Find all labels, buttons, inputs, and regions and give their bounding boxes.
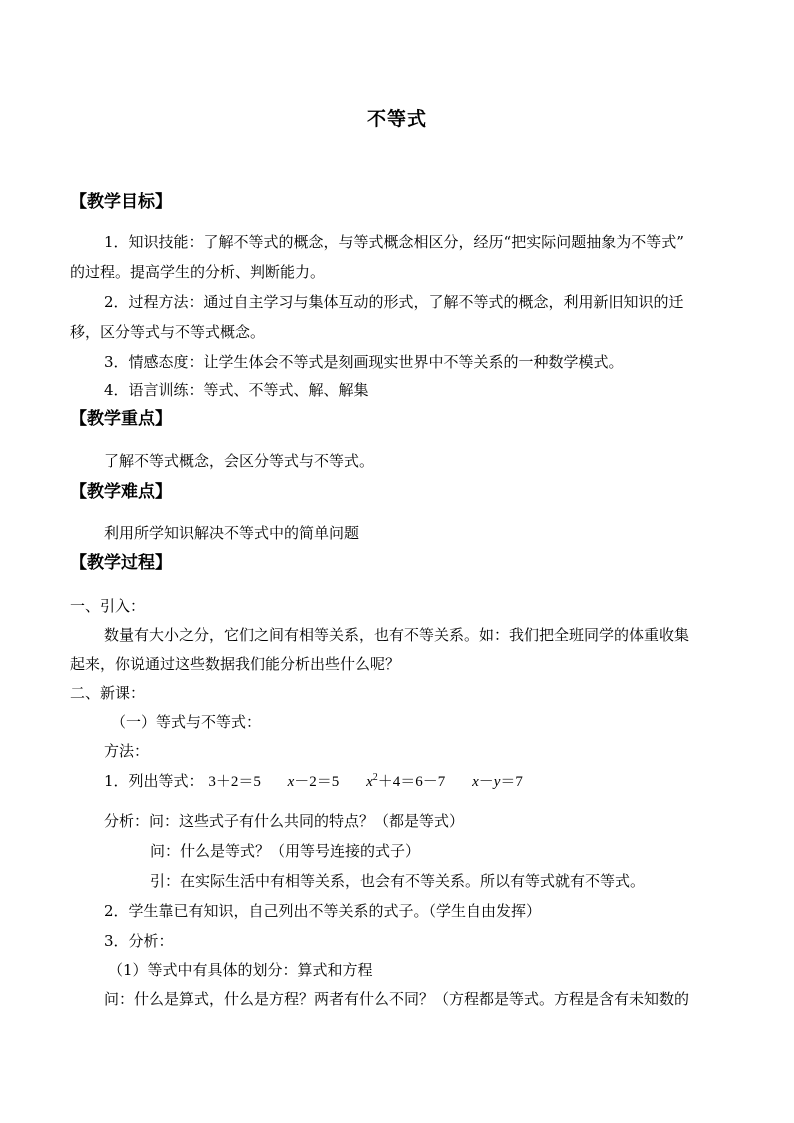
- method-label: 方法：: [104, 742, 150, 760]
- goal-2-line-2: 移，区分等式与不等式概念。: [70, 323, 266, 341]
- goal-4: 4．语言训练：等式、不等式、解、解集: [104, 381, 369, 399]
- equation-4-x: x: [472, 774, 479, 790]
- equation-4-minus: －: [478, 774, 494, 790]
- step-1-label: 1．列出等式：: [104, 772, 204, 790]
- analysis-question-2: 问：什么是等式？（用等号连接的式子）: [150, 842, 421, 860]
- key-points-text: 了解不等式概念，会区分等式与不等式。: [104, 452, 375, 470]
- equation-3-exponent: 2: [372, 772, 378, 783]
- equation-4-y: y: [493, 774, 501, 790]
- equation-2-rest: －2＝5: [294, 774, 340, 790]
- equation-2-variable: x: [287, 774, 295, 790]
- equation-4: [472, 772, 523, 792]
- equation-1: 3＋2＝5: [208, 774, 261, 790]
- new-lesson-label: 二、新课：: [70, 684, 146, 702]
- equation-3-rest: ＋4＝6－7: [377, 774, 446, 790]
- subsection-equality: （一）等式与不等式：: [111, 713, 262, 731]
- equations-line: [104, 771, 545, 792]
- goal-1-line-1: 1．知识技能：了解不等式的概念，与等式概念相区分，经历“把实际问题抽象为不等式”: [104, 233, 684, 251]
- intro-label: 一、引入：: [70, 597, 146, 615]
- step-2: 2．学生靠已有知识，自己列出不等关系的式子。（学生自由发挥）: [104, 902, 542, 920]
- process-heading: 【教学过程】: [70, 553, 172, 573]
- goal-2-line-1: 2．过程方法：通过自主学习与集体互动的形式，了解不等式的概念，利用新旧知识的迁: [104, 293, 684, 311]
- equation-3: [366, 772, 445, 792]
- equation-2: [288, 772, 340, 792]
- goal-1-line-2: 的过程。提高学生的分析、判断能力。: [70, 263, 326, 281]
- analysis-question-1: 分析：问：这些式子有什么共同的特点？（都是等式）: [104, 812, 465, 830]
- intro-line-1: 数量有大小之分，它们之间有相等关系，也有不等关系。如：我们把全班同学的体重收集: [104, 626, 690, 644]
- equation-3-variable: x: [366, 774, 373, 790]
- key-points-heading: 【教学重点】: [70, 409, 172, 429]
- goals-heading: 【教学目标】: [70, 192, 172, 212]
- question-last-line: 问：什么是算式，什么是方程？两者有什么不同？（方程都是等式。方程是含有未知数的: [104, 990, 690, 1008]
- step-3: 3．分析：: [104, 932, 174, 950]
- difficult-points-text: 利用所学知识解决不等式中的简单问题: [104, 524, 360, 542]
- analysis-lead: 引：在实际生活中有相等关系，也会有不等关系。所以有等式就有不等式。: [150, 872, 646, 890]
- goal-3: 3．情感态度：让学生体会不等式是刻画现实世界中不等关系的一种数学模式。: [104, 353, 624, 371]
- difficult-points-heading: 【教学难点】: [70, 482, 172, 502]
- step-3-item-1: （1）等式中有具体的划分：算式和方程: [108, 961, 373, 979]
- equation-4-rest: ＝7: [500, 774, 523, 790]
- page-title: 不等式: [366, 108, 427, 130]
- intro-line-2: 起来，你说通过这些数据我们能分析出些什么呢？: [70, 655, 401, 673]
